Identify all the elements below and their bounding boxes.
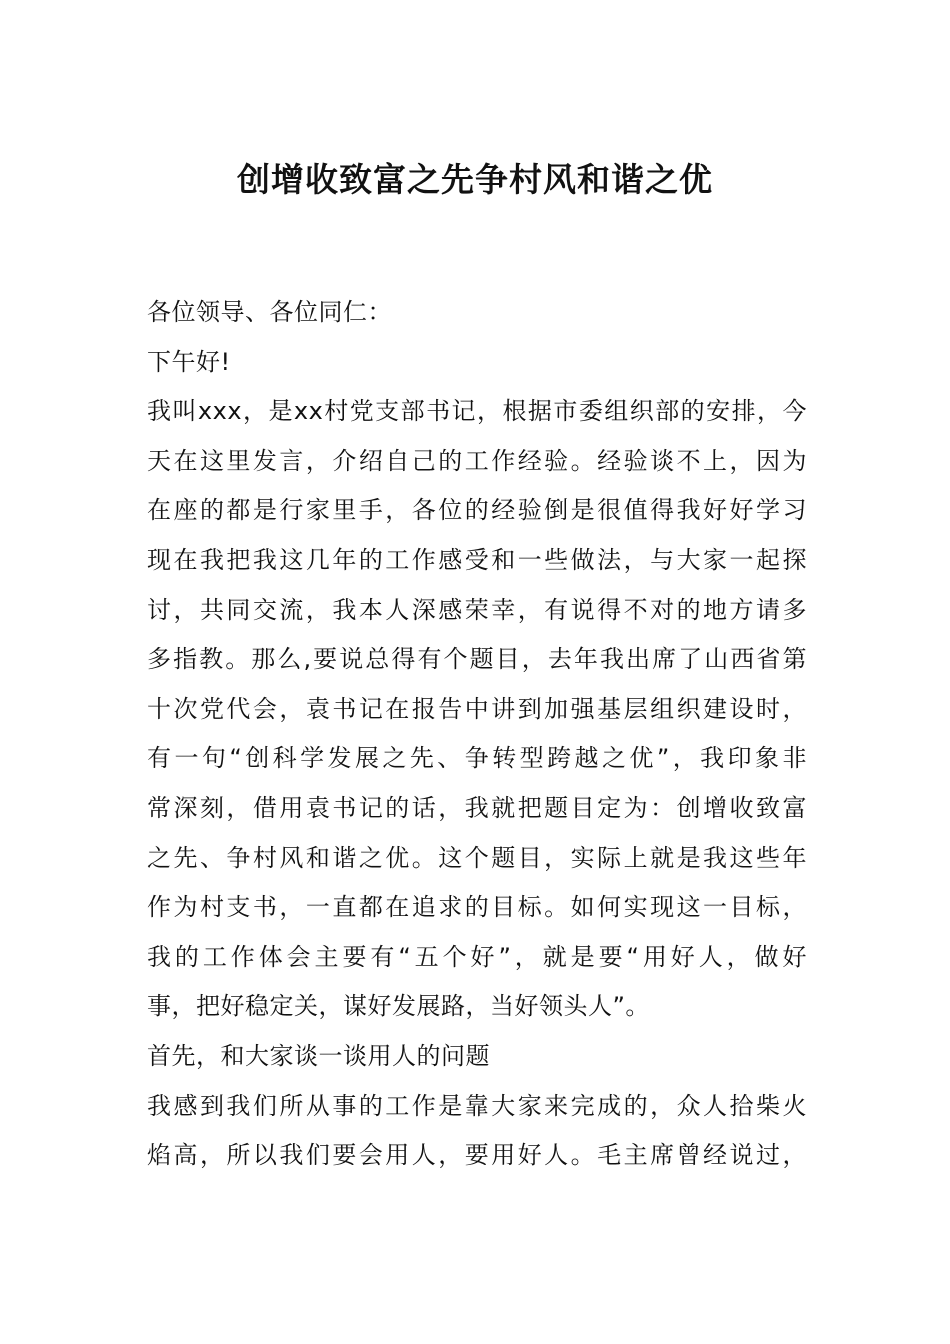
paragraph-line: 有一句“创科学发展之先、争转型跨越之优”，我印象非 (147, 744, 807, 773)
paragraph-line: 作为村支书，一直都在追求的目标。如何实现这一目标， (147, 893, 807, 922)
paragraph-line: 下午好! (147, 347, 231, 376)
paragraph-line: 我的工作体会主要有“五个好”，就是要“用好人，做好 (147, 942, 807, 971)
paragraph-line: 各位领导、各位同仁： (147, 298, 392, 326)
paragraph-line: 现在我把我这几年的工作感受和一些做法，与大家一起探 (147, 545, 807, 574)
paragraph-line: 焰高，所以我们要会用人，要用好人。毛主席曾经说过， (147, 1141, 807, 1170)
paragraph-line: 天在这里发言，介绍自己的工作经验。经验谈不上，因为 (147, 446, 807, 475)
paragraph-line: 在座的都是行家里手，各位的经验倒是很值得我好好学习 (147, 496, 807, 525)
document-title: 创增收致富之先争村风和谐之优 (237, 160, 713, 199)
paragraph-line: 我叫xxx，是xx村党支部书记，根据市委组织部的安排，今 (147, 397, 807, 426)
paragraph-line: 常深刻，借用袁书记的话，我就把题目定为：创增收致富 (147, 793, 807, 822)
paragraph-line: 讨，共同交流，我本人深感荣幸，有说得不对的地方请多 (147, 595, 807, 624)
paragraph-line: 我感到我们所从事的工作是靠大家来完成的，众人拾柴火 (147, 1091, 807, 1120)
section-heading-line: 首先，和大家谈一谈用人的问题 (147, 1041, 490, 1070)
paragraph-line: 事，把好稳定关，谋好发展路，当好领头人”。 (147, 992, 650, 1021)
paragraph-line: 十次党代会，袁书记在报告中讲到加强基层组织建设时， (147, 694, 807, 723)
paragraph-line: 之先、争村风和谐之优。这个题目，实际上就是我这些年 (147, 843, 807, 872)
document-body (147, 288, 807, 1181)
paragraph-line: 多指教。那么,要说总得有个题目，去年我出席了山西省第 (147, 645, 807, 674)
